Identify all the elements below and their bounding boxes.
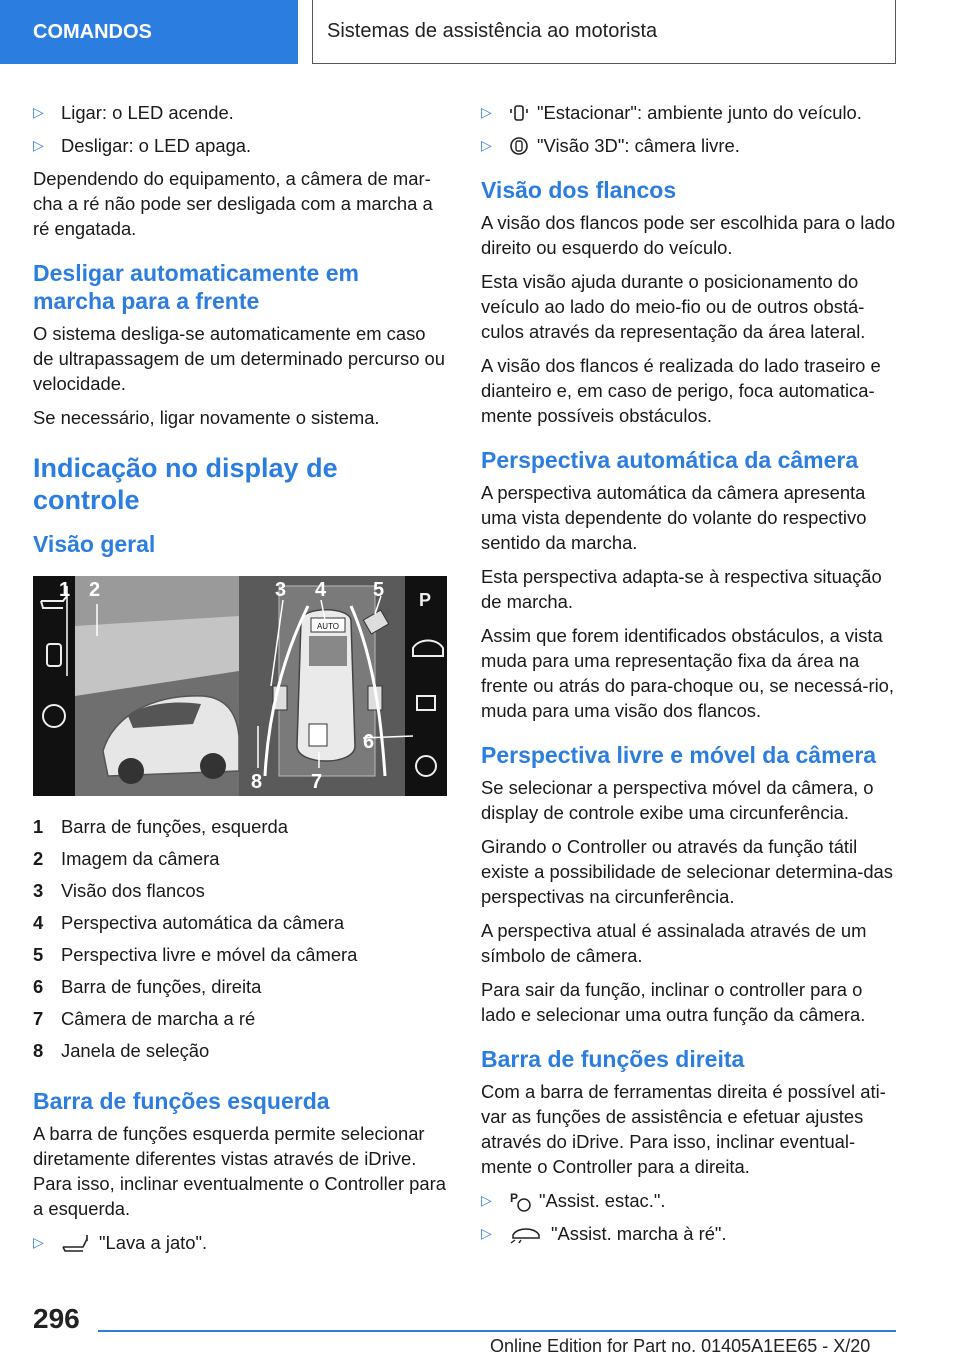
bullet-text: "Assist. marcha à ré".	[551, 1223, 727, 1244]
list-item	[33, 133, 447, 158]
left-column	[33, 100, 447, 1263]
paragraph: Dependendo do equipamento, a câmera de mar-cha a ré não pode ser desligada com a marcha a ré engatada.	[33, 168, 433, 239]
heading-right-bar: Barra de funções direita	[481, 1046, 745, 1072]
paragraph: A perspectiva atual é assinalada através de um símbolo de câmera.	[481, 920, 867, 966]
legend-item: 1 Barra de funções, esquerda	[33, 816, 288, 837]
heading-auto-perspective: Perspectiva automática da câmera	[481, 447, 859, 473]
paragraph: A visão dos flancos pode ser escolhida para o lado direito ou esquerdo do veículo.	[481, 212, 896, 258]
bullet-text: Desligar: o LED apaga.	[61, 135, 252, 156]
paragraph: A barra de funções esquerda permite selecionar diretamente diferentes vistas através de iDrive. Para isso, inclinar eventualmente o Controller para a esquerda.	[33, 1123, 446, 1219]
header-chapter-title	[312, 0, 896, 64]
heading-display: Indicação no display de controle	[33, 453, 338, 515]
callout-5: 5	[373, 579, 385, 601]
car-wash-icon	[61, 1233, 91, 1253]
reverse-assist-icon	[509, 1223, 543, 1245]
vehicle-wheel	[118, 758, 144, 784]
bullet-text: "Lava a jato".	[99, 1232, 208, 1253]
paragraph: Se selecionar a perspectiva móvel da câmera, o display de controle exibe uma circunferência.	[481, 777, 874, 823]
view-3d-icon	[509, 136, 529, 156]
triangle-bullet-icon: ▷	[33, 137, 44, 153]
reverse-camera-icon	[309, 724, 327, 746]
edition-note: Online Edition for Part no. 01405A1EE65 - X/20	[490, 1336, 871, 1356]
legend-item: 4 Perspectiva automática da câmera	[33, 912, 345, 933]
triangle-bullet-icon: ▷	[33, 104, 44, 120]
paragraph: A visão dos flancos é realizada do lado traseiro e dianteiro e, em caso de perigo, foca automatica-mente possíveis obstáculos.	[481, 355, 881, 426]
bullet-text: "Estacionar": ambiente junto do veículo.	[537, 102, 862, 123]
bullet-text: "Visão 3D": câmera livre.	[537, 135, 740, 156]
section-label: COMANDOS	[33, 20, 152, 43]
svg-text:P: P	[510, 1190, 519, 1205]
callout-6: 6	[363, 731, 375, 753]
triangle-bullet-icon: ▷	[481, 1192, 492, 1208]
paragraph: A perspectiva automática da câmera apresenta uma vista dependente do volante do respectivo sentido da marcha.	[481, 482, 867, 553]
paragraph: O sistema desliga-se automaticamente em caso de ultrapassagem de um determinado percurso ou velocidade.	[33, 323, 445, 394]
triangle-bullet-icon: ▷	[481, 137, 492, 153]
vehicle-wheel	[200, 753, 226, 779]
paragraph: Esta perspectiva adapta-se à respectiva situação de marcha.	[481, 566, 882, 612]
heading-free-perspective: Perspectiva livre e móvel da câmera	[481, 742, 877, 768]
heading-overview: Visão geral	[33, 531, 156, 557]
camera-display-illustration	[33, 576, 447, 796]
park-assist-icon	[509, 1190, 531, 1212]
callout-2: 2	[89, 579, 101, 601]
callout-4: 4	[315, 579, 327, 601]
legend-item: 2 Imagem da câmera	[33, 848, 220, 869]
figure-legend	[33, 814, 447, 1063]
heading-auto-off: Desligar automaticamente em marcha para a frente	[33, 260, 359, 314]
paragraph: Assim que forem identificados obstáculos, a vista muda para uma representação fixa da área na frente ou atrás do para-choque ou, se necessá-rio, muda para uma visão dos flancos.	[481, 625, 895, 721]
paragraph: Girando o Controller ou através da função tátil existe a possibilidade de selecionar determina-das perspectivas na circunferência.	[481, 836, 893, 907]
paragraph: Esta visão ajuda durante o posicionamento do veículo ao lado do meio-fio ou de outros obstá-culos através da representação da área lateral.	[481, 271, 866, 342]
bullet-text: "Assist. estac.".	[539, 1190, 666, 1211]
callout-8: 8	[251, 771, 263, 793]
page-number: 296	[33, 1303, 80, 1334]
footer-divider	[98, 1330, 896, 1332]
chapter-title: Sistemas de assistência ao motorista	[327, 20, 658, 42]
triangle-bullet-icon: ▷	[481, 1225, 492, 1241]
legend-item: 6 Barra de funções, direita	[33, 976, 262, 997]
heading-left-bar: Barra de funções esquerda	[33, 1088, 330, 1114]
park-assist-icon: P	[419, 590, 432, 610]
paragraph: Com a barra de ferramentas direita é possível ati-var as funções de assistência e efetuar ajustes através do iDrive. Para isso, inclinar eventual-mente o Controller para a direita.	[481, 1081, 886, 1177]
list-item	[481, 100, 897, 125]
legend-item: 5 Perspectiva livre e móvel da câmera	[33, 944, 358, 965]
bullet-text: Ligar: o LED acende.	[61, 102, 234, 123]
callout-7: 7	[311, 771, 323, 793]
triangle-bullet-icon: ▷	[33, 1234, 44, 1250]
windshield	[309, 636, 347, 666]
callout-1: 1	[59, 579, 71, 601]
list-item	[33, 100, 447, 125]
right-column	[481, 100, 897, 1254]
camera-display-figure	[33, 576, 447, 796]
legend-item: 3 Visão dos flancos	[33, 880, 205, 901]
triangle-bullet-icon: ▷	[481, 104, 492, 120]
list-item	[481, 1221, 897, 1246]
heading-flanks: Visão dos flancos	[481, 177, 677, 203]
legend-item: 7 Câmera de marcha a ré	[33, 1008, 256, 1029]
list-item	[481, 1188, 897, 1213]
legend-item: 8 Janela de seleção	[33, 1040, 210, 1061]
callout-3: 3	[275, 579, 287, 601]
list-item	[481, 133, 897, 158]
paragraph: Se necessário, ligar novamente o sistema.	[33, 407, 380, 428]
paragraph: Para sair da função, inclinar o controller para o lado e selecionar uma outra função da câmera.	[481, 979, 866, 1025]
parking-view-icon	[509, 103, 529, 123]
header-section-tab	[0, 0, 298, 64]
list-item	[33, 1230, 447, 1255]
auto-label: AUTO	[316, 622, 340, 631]
